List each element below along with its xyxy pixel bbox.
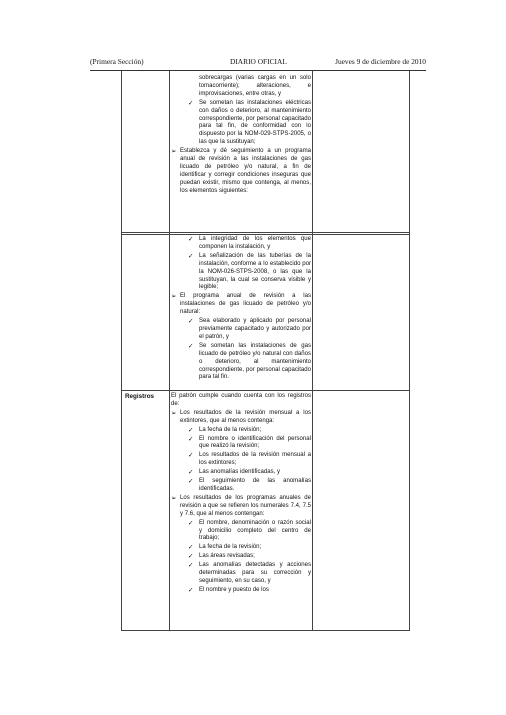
checkmark-icon: ✓	[188, 469, 194, 477]
row-content	[171, 393, 311, 596]
item-text: La fecha de la revisión;	[199, 426, 262, 433]
item-text: El patrón cumple cuando cuenta con los registros de:	[171, 393, 311, 407]
row-label-registros: Registros	[125, 393, 155, 400]
list-item	[171, 495, 311, 519]
item-text: Las anomalías detectadas y acciones determinadas para su corrección y seguimiento, en su caso, y	[199, 562, 311, 584]
issue-date: Jueves 9 de diciembre de 2010	[335, 57, 426, 66]
item-text: Se sometan las instalaciones eléctricas con daños o deterioro, al mantenimiento correspondiente, por personal capacitado para tal fin, de conformidad con lo dispuesto por la NOM-029-STPS-2005, o las que la sustituyan;	[199, 99, 311, 146]
item-text: Se sometan las instalaciones de gas licuado de petróleo y/o natural con daños o deterioro, al mantenimiento correspondiente, por personal capacitado para tal fin.	[199, 342, 311, 381]
checklist-item	[171, 469, 311, 477]
item-text: El programa anual de revisión a las instalaciones de gas licuado de petróleo y/o natural:	[180, 293, 311, 316]
item-text: Sea elaborado y aplicado por personal previamente capacitado y autorizado por el patrón, y	[199, 318, 311, 340]
list-item	[171, 410, 311, 426]
checklist-item	[171, 562, 311, 586]
checklist-item	[171, 253, 311, 293]
section-label: (Primera Sección)	[90, 57, 144, 66]
checkmark-icon: ✓	[188, 478, 194, 486]
checkmark-icon: ✓	[188, 236, 194, 243]
arrow-bullet-icon: ➢	[171, 148, 177, 156]
checklist-item	[171, 436, 311, 452]
table-border-right	[409, 71, 410, 631]
checkmark-icon: ✓	[188, 544, 194, 552]
item-text: sobrecargas (varias cargas en un solo tomacorriente); alteraciones, e improvisaciones, entre otras, y	[199, 75, 311, 97]
paragraph	[171, 393, 311, 409]
checkmark-icon: ✓	[188, 318, 194, 326]
checkmark-icon: ✓	[188, 99, 194, 107]
checklist-item	[171, 343, 311, 383]
checklist-item	[171, 553, 311, 561]
item-text: La fecha de la revisión;	[199, 544, 262, 551]
checkmark-icon: ✓	[188, 519, 194, 527]
item-text: Las anomalías identificadas, y	[199, 469, 281, 476]
checklist-item	[171, 318, 311, 342]
checklist-item	[171, 75, 311, 99]
checkmark-icon: ✓	[188, 452, 194, 460]
item-text: El nombre, denominación o razón social y domicilio completo del centro de trabajo;	[199, 519, 311, 542]
row-content	[171, 75, 311, 197]
checkmark-icon: ✓	[188, 553, 194, 561]
item-text: Los resultados de los programas anuales de revisión a que se refieren los numerales 7.4, 7.5 y 7.6, que al menos contengan:	[180, 494, 311, 517]
list-item	[171, 293, 311, 317]
row-content	[171, 236, 311, 383]
item-text: El seguimiento de las anomalías identificadas.	[199, 478, 311, 492]
checkmark-icon: ✓	[188, 252, 194, 260]
item-text: La integridad de los elementos que componen la instalación, y	[199, 236, 311, 250]
checklist-item	[171, 452, 311, 468]
checkmark-icon: ✓	[188, 562, 194, 570]
table-column-divider	[312, 71, 313, 631]
item-text: El nombre y puesto de los	[199, 586, 269, 593]
checklist-item	[171, 520, 311, 544]
row-divider	[121, 390, 410, 391]
arrow-bullet-icon: ➢	[171, 293, 177, 301]
table-border-left	[121, 71, 122, 631]
row-divider	[121, 232, 410, 233]
item-text: Los resultados de la revisión mensual a los extintores, que al menos contenga:	[180, 409, 311, 424]
arrow-bullet-icon: ➢	[171, 494, 177, 502]
page-header	[90, 57, 426, 69]
requirements-table	[121, 71, 410, 631]
row-divider	[121, 234, 410, 235]
arrow-bullet-icon: ➢	[171, 409, 177, 417]
checklist-item	[171, 544, 311, 552]
item-text: La señalización de las tuberías de la instalación, conforme a lo establecido por la NOM-026-STPS-2008, o las que la sustituyan, la cual se conserva visible y legible;	[199, 252, 311, 291]
item-text: El nombre o identificación del personal que realizó la revisión;	[199, 435, 311, 450]
checkmark-icon: ✓	[188, 342, 194, 350]
checklist-item	[171, 427, 311, 435]
checklist-item	[171, 236, 311, 252]
checkmark-icon: ✓	[188, 586, 194, 594]
checklist-item	[171, 478, 311, 494]
checklist-item	[171, 587, 311, 595]
newspaper-title: DIARIO OFICIAL	[230, 57, 287, 66]
table-column-divider	[169, 71, 170, 631]
checkmark-icon: ✓	[188, 435, 194, 443]
item-text: Las áreas revisadas;	[199, 553, 255, 560]
item-text: Establezca y dé seguimiento a un programa anual de revisión a las instalaciones de gas licuado de petróleo y/o natural, a fin de identificar y corregir condiciones inseguras que puedan existir, mismo que contenga, al menos, los elementos siguientes:	[180, 148, 311, 194]
checkmark-icon: ✓	[188, 426, 194, 434]
item-text: Los resultados de la revisión mensual a los extintores;	[199, 452, 311, 467]
list-item	[171, 148, 311, 195]
table-border-bottom	[121, 630, 410, 631]
checklist-item	[171, 100, 311, 147]
